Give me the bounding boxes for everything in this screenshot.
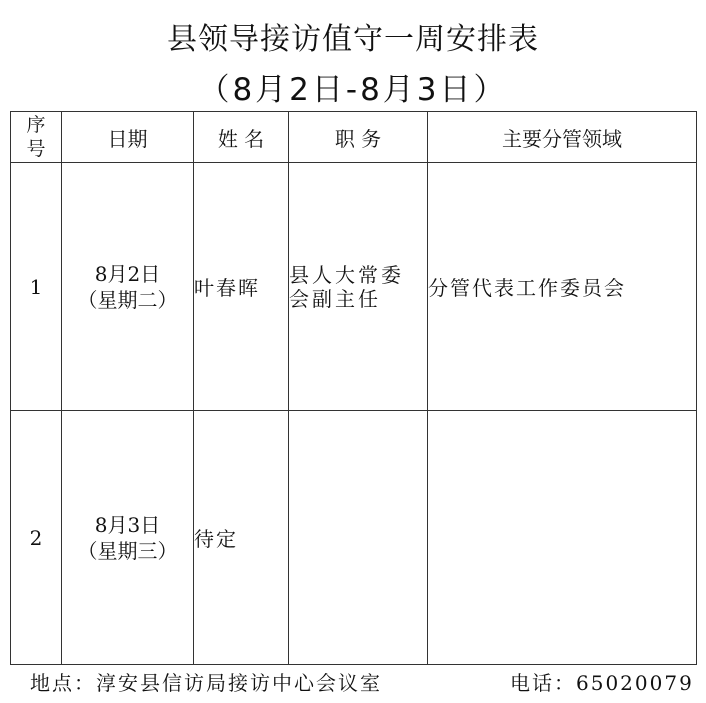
row-date: 8月2日 — [94, 261, 161, 286]
row-weekday: （星期三） — [77, 538, 178, 563]
footer-phone: 电话：65020079 — [510, 671, 694, 695]
row-date-cell — [62, 411, 194, 665]
row-seq: 1 — [11, 163, 62, 411]
header-date: 日期 — [62, 112, 194, 163]
row-date-cell — [62, 163, 194, 411]
row-area — [428, 411, 697, 665]
row-position-line2: 会副主任 — [289, 286, 381, 311]
table-row — [11, 411, 697, 665]
row-name: 叶春晖 — [194, 163, 289, 411]
row-date: 8月3日 — [94, 512, 161, 537]
schedule-table — [10, 111, 697, 665]
row-area: 分管代表工作委员会 — [428, 163, 697, 411]
footer-location: 地点：淳安县信访局接访中心会议室 — [30, 671, 382, 695]
row-position-cell — [289, 163, 428, 411]
row-position-cell — [289, 411, 428, 665]
row-position-line1: 县人大常委 — [289, 262, 404, 287]
header-position: 职 务 — [289, 112, 428, 163]
table-header-row — [11, 112, 697, 163]
row-name: 待定 — [194, 411, 289, 665]
header-area: 主要分管领域 — [428, 112, 697, 163]
table-row — [11, 163, 697, 411]
header-seq: 序号 — [11, 112, 62, 163]
page-title: 县领导接访值守一周安排表 — [167, 22, 539, 57]
row-seq: 2 — [11, 411, 62, 665]
header-name: 姓 名 — [194, 112, 289, 163]
row-weekday: （星期二） — [77, 287, 178, 312]
date-range-subtitle: （8月2日-8月3日） — [198, 72, 508, 108]
